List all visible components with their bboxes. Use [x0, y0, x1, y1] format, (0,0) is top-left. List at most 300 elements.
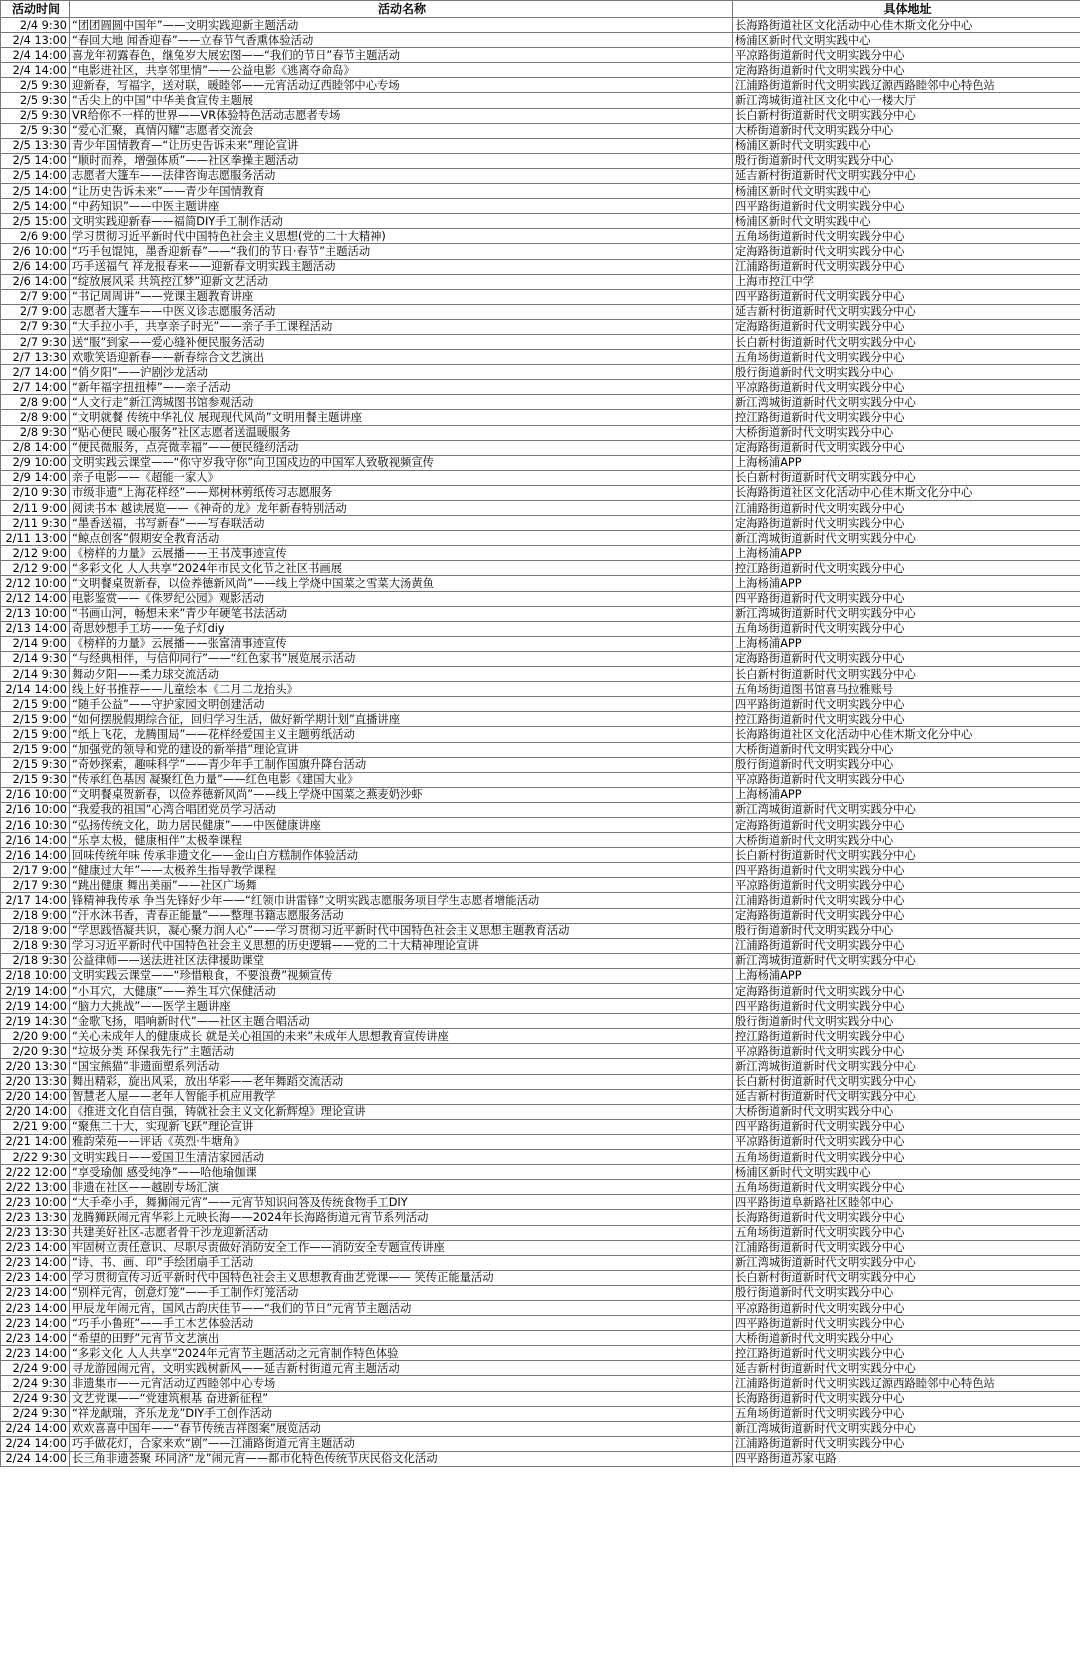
cell-activity-name: “我爱我的祖国”心湾合唱团党员学习活动 [70, 802, 733, 817]
table-row [1, 1119, 1080, 1134]
cell-address: 大桥街道新时代文明实践分中心 [733, 742, 1080, 757]
header-row [1, 1, 1080, 18]
cell-time: 2/6 9:00 [1, 229, 70, 244]
cell-address: 大桥街道新时代文明实践分中心 [733, 1104, 1080, 1119]
cell-time: 2/14 9:30 [1, 651, 70, 666]
cell-time: 2/8 9:00 [1, 410, 70, 425]
cell-activity-name: “希望的田野”元宵节文艺演出 [70, 1331, 733, 1346]
table-row [1, 999, 1080, 1014]
cell-activity-name: “多彩文化 人人共享”2024年市民文化节之社区书画展 [70, 561, 733, 576]
cell-time: 2/18 9:30 [1, 938, 70, 953]
cell-address: 长白新村街道新时代文明实践分中心 [733, 1270, 1080, 1285]
cell-time: 2/4 13:00 [1, 33, 70, 48]
cell-activity-name: 雅韵荣苑——评话《英烈·牛塘角》 [70, 1134, 733, 1149]
cell-time: 2/20 9:00 [1, 1029, 70, 1044]
cell-time: 2/5 14:00 [1, 168, 70, 183]
cell-address: 长海路街道新时代文明实践分中心 [733, 1210, 1080, 1225]
cell-address: 江浦路街道新时代文明实践辽源西路睦邻中心特色站 [733, 1376, 1080, 1391]
cell-address: 上海杨浦APP [733, 546, 1080, 561]
table-row [1, 893, 1080, 908]
cell-address: 延吉新村街道新时代文明实践分中心 [733, 1089, 1080, 1104]
table-row [1, 1044, 1080, 1059]
cell-activity-name: “聚焦二十大，实现新飞跃”理论宣讲 [70, 1119, 733, 1134]
table-row [1, 787, 1080, 802]
cell-time: 2/19 14:00 [1, 999, 70, 1014]
cell-time: 2/13 14:00 [1, 621, 70, 636]
table-row [1, 319, 1080, 334]
table-row [1, 334, 1080, 349]
cell-time: 2/8 14:00 [1, 440, 70, 455]
cell-activity-name: “墨香送福，书写新春”——写春联活动 [70, 516, 733, 531]
cell-time: 2/11 9:30 [1, 516, 70, 531]
cell-address: 控江路街道新时代文明实践分中心 [733, 712, 1080, 727]
table-row [1, 1376, 1080, 1391]
table-row [1, 1300, 1080, 1315]
table-row [1, 1104, 1080, 1119]
cell-address: 新江湾城街道新时代文明实践分中心 [733, 606, 1080, 621]
table-row [1, 485, 1080, 500]
cell-address: 四平路街道新时代文明实践分中心 [733, 199, 1080, 214]
table-row [1, 591, 1080, 606]
cell-activity-name: “弘扬传统文化，助力居民健康”——中医健康讲座 [70, 817, 733, 832]
cell-address: 五角场街道新时代文明实践分中心 [733, 1225, 1080, 1240]
cell-address: 上海市控江中学 [733, 274, 1080, 289]
cell-address: 长海路街道社区文化活动中心佳木斯文化分中心 [733, 18, 1080, 33]
table-row [1, 516, 1080, 531]
table-row [1, 636, 1080, 651]
cell-address: 新江湾城街道新时代文明实践分中心 [733, 1059, 1080, 1074]
cell-time: 2/7 9:30 [1, 319, 70, 334]
cell-address: 长海路街道新时代文明实践分中心 [733, 1391, 1080, 1406]
cell-activity-name: 巧手送福气 祥龙报春来——迎新春文明实践主题活动 [70, 259, 733, 274]
cell-activity-name: 寻龙游园闹元宵，文明实践树新风——延吉新村街道元宵主题活动 [70, 1361, 733, 1376]
cell-time: 2/16 10:00 [1, 787, 70, 802]
cell-time: 2/12 9:00 [1, 561, 70, 576]
cell-time: 2/23 13:30 [1, 1210, 70, 1225]
cell-address: 大桥街道新时代文明实践分中心 [733, 425, 1080, 440]
cell-address: 上海杨浦APP [733, 576, 1080, 591]
cell-time: 2/9 14:00 [1, 470, 70, 485]
cell-address: 五角场街道图书馆喜马拉雅账号 [733, 682, 1080, 697]
cell-address: 杨浦区新时代文明实践中心 [733, 184, 1080, 199]
cell-address: 定海路街道新时代文明实践分中心 [733, 440, 1080, 455]
table-row [1, 1029, 1080, 1044]
cell-address: 江浦路街道新时代文明实践辽源西路睦邻中心特色站 [733, 78, 1080, 93]
cell-address: 江浦路街道新时代文明实践分中心 [733, 501, 1080, 516]
cell-time: 2/5 9:30 [1, 123, 70, 138]
table-row [1, 395, 1080, 410]
table-row [1, 923, 1080, 938]
cell-time: 2/5 9:30 [1, 93, 70, 108]
table-row [1, 168, 1080, 183]
cell-activity-name: 线上好书推荐——儿童绘本《二月二龙抬头》 [70, 682, 733, 697]
table-row [1, 1240, 1080, 1255]
cell-activity-name: “爱心汇聚，真情闪耀”志愿者交流会 [70, 123, 733, 138]
cell-address: 杨浦区新时代文明实践中心 [733, 1165, 1080, 1180]
cell-address: 长白新村街道新时代文明实践分中心 [733, 667, 1080, 682]
cell-time: 2/11 13:00 [1, 531, 70, 546]
table-row [1, 697, 1080, 712]
cell-activity-name: “文明餐桌贺新春，以俭养德新风尚”——线上学烧中国菜之燕麦奶沙虾 [70, 787, 733, 802]
cell-activity-name: “文明就餐 传统中华礼仪 展现现代风尚”文明用餐主题讲座 [70, 410, 733, 425]
cell-address: 控江路街道新时代文明实践分中心 [733, 1346, 1080, 1361]
cell-address: 平凉路街道新时代文明实践分中心 [733, 380, 1080, 395]
table-row [1, 1255, 1080, 1270]
cell-time: 2/15 9:00 [1, 712, 70, 727]
cell-activity-name: 青少年国情教育—“让历史告诉未来”理论宣讲 [70, 138, 733, 153]
cell-time: 2/17 14:00 [1, 893, 70, 908]
cell-activity-name: “汗水沐书香，青春正能量”——整理书籍志愿服务活动 [70, 908, 733, 923]
cell-address: 五角场街道新时代文明实践分中心 [733, 350, 1080, 365]
cell-activity-name: 锋精神我传承 争当先锋好少年——“红领巾讲雷锋”文明实践志愿服务项目学生志愿者增能活动 [70, 893, 733, 908]
table-row [1, 1165, 1080, 1180]
cell-time: 2/20 14:00 [1, 1089, 70, 1104]
table-row [1, 833, 1080, 848]
cell-address: 四平路街道阜新路社区睦邻中心 [733, 1195, 1080, 1210]
cell-address: 长白新村街道新时代文明实践分中心 [733, 334, 1080, 349]
cell-time: 2/5 9:30 [1, 78, 70, 93]
table-row [1, 1391, 1080, 1406]
table-row [1, 18, 1080, 33]
cell-time: 2/23 14:00 [1, 1255, 70, 1270]
cell-address: 新江湾城街道新时代文明实践分中心 [733, 802, 1080, 817]
cell-activity-name: 长三角非遗荟聚 环同济“龙”闹元宵——都市化特色传统节庆民俗文化活动 [70, 1451, 733, 1466]
cell-time: 2/16 10:00 [1, 802, 70, 817]
cell-time: 2/7 9:30 [1, 334, 70, 349]
cell-time: 2/23 14:00 [1, 1331, 70, 1346]
cell-address: 四平路街道新时代文明实践分中心 [733, 591, 1080, 606]
cell-activity-name: “关心未成年人的健康成长 就是关心祖国的未来”未成年人思想教育宣传讲座 [70, 1029, 733, 1044]
cell-activity-name: “国宝熊猫”非遗面塑系列活动 [70, 1059, 733, 1074]
table-row [1, 108, 1080, 123]
cell-activity-name: “跳出健康 舞出美丽”——社区广场舞 [70, 878, 733, 893]
table-row [1, 229, 1080, 244]
cell-address: 延吉新村街道新时代文明实践分中心 [733, 168, 1080, 183]
cell-time: 2/24 9:30 [1, 1391, 70, 1406]
cell-time: 2/23 14:00 [1, 1300, 70, 1315]
cell-time: 2/15 9:00 [1, 742, 70, 757]
cell-time: 2/14 9:30 [1, 667, 70, 682]
cell-address: 新江湾城街道社区文化中心一楼大厅 [733, 93, 1080, 108]
cell-address: 江浦路街道新时代文明实践分中心 [733, 893, 1080, 908]
table-row [1, 606, 1080, 621]
cell-address: 杨浦区新时代文明实践中心 [733, 138, 1080, 153]
cell-address: 延吉新村街道新时代文明实践分中心 [733, 304, 1080, 319]
cell-activity-name: “巧手包馄饨，墨香迎新春”——“我们的节日·春节”主题活动 [70, 244, 733, 259]
cell-time: 2/24 9:30 [1, 1376, 70, 1391]
table-row [1, 199, 1080, 214]
cell-time: 2/5 14:00 [1, 199, 70, 214]
cell-time: 2/20 13:30 [1, 1074, 70, 1089]
table-row [1, 953, 1080, 968]
cell-activity-name: 志愿者大篷车——法律咨询志愿服务活动 [70, 168, 733, 183]
cell-activity-name: 龙腾狮跃闹元宵华彩上元映长海——2024年长海路街道元宵节系列活动 [70, 1210, 733, 1225]
cell-time: 2/19 14:00 [1, 984, 70, 999]
cell-activity-name: “书记周周讲”——党课主题教育讲座 [70, 289, 733, 304]
cell-activity-name: “祥龙献瑞，齐乐龙龙”DIY手工创作活动 [70, 1406, 733, 1421]
cell-activity-name: 文明实践迎新春——福简DIY手工制作活动 [70, 214, 733, 229]
cell-activity-name: “随手公益”——守护家园文明创建活动 [70, 697, 733, 712]
cell-activity-name: 志愿者大篷车——中医义诊志愿服务活动 [70, 304, 733, 319]
cell-activity-name: “大手拉小手，共享亲子时光”——亲子手工课程活动 [70, 319, 733, 334]
cell-address: 控江路街道新时代文明实践分中心 [733, 410, 1080, 425]
table-row [1, 455, 1080, 470]
cell-activity-name: “书画山河，畅想未来”青少年硬笔书法活动 [70, 606, 733, 621]
header-address: 具体地址 [733, 1, 1080, 18]
cell-address: 定海路街道新时代文明实践分中心 [733, 908, 1080, 923]
cell-activity-name: 奇思妙想手工坊——兔子灯diy [70, 621, 733, 636]
table-row [1, 546, 1080, 561]
cell-activity-name: 送“服”到家——爱心缝补便民服务活动 [70, 334, 733, 349]
table-row [1, 682, 1080, 697]
cell-time: 2/5 9:30 [1, 108, 70, 123]
table-row [1, 712, 1080, 727]
cell-activity-name: 学习贯彻宣传习近平新时代中国特色社会主义思想教育曲艺党课—— 笑传正能量活动 [70, 1270, 733, 1285]
cell-address: 平凉路街道新时代文明实践分中心 [733, 48, 1080, 63]
cell-address: 平凉路街道新时代文明实践分中心 [733, 878, 1080, 893]
cell-activity-name: “春回大地 闻香迎春”——立春节气香熏体验活动 [70, 33, 733, 48]
cell-activity-name: 甲辰龙年闹元宵，国风古韵庆佳节——“我们的节日”元宵节主题活动 [70, 1300, 733, 1315]
cell-activity-name: “便民微服务，点亮微幸福”——便民缝纫活动 [70, 440, 733, 455]
cell-time: 2/23 14:00 [1, 1285, 70, 1300]
cell-address: 定海路街道新时代文明实践分中心 [733, 651, 1080, 666]
cell-activity-name: 牢固树立责任意识、尽职尽责做好消防安全工作——消防安全专题宣传讲座 [70, 1240, 733, 1255]
header-activity-name: 活动名称 [70, 1, 733, 18]
cell-time: 2/18 10:00 [1, 968, 70, 983]
cell-activity-name: 文明实践云课堂——“你守岁我守你”向卫国戍边的中国军人致敬视频宣传 [70, 455, 733, 470]
table-row [1, 138, 1080, 153]
cell-activity-name: 共建美好社区-志愿者骨干沙龙迎新活动 [70, 1225, 733, 1240]
table-body [1, 18, 1080, 1467]
cell-address: 五角场街道新时代文明实践分中心 [733, 1180, 1080, 1195]
cell-address: 江浦路街道新时代文明实践分中心 [733, 1240, 1080, 1255]
cell-activity-name: “乐享太极，健康相伴”太极拳课程 [70, 833, 733, 848]
cell-activity-name: “与经典相伴，与信仰同行”——“红色家书”展览展示活动 [70, 651, 733, 666]
cell-time: 2/15 9:00 [1, 697, 70, 712]
cell-time: 2/14 9:00 [1, 636, 70, 651]
cell-activity-name: “巧手小鲁班”——手工木艺体验活动 [70, 1316, 733, 1331]
table-row [1, 667, 1080, 682]
cell-time: 2/5 14:00 [1, 153, 70, 168]
cell-time: 2/17 9:00 [1, 863, 70, 878]
cell-time: 2/8 9:00 [1, 395, 70, 410]
cell-activity-name: 非遗集市——元宵活动辽西睦邻中心专场 [70, 1376, 733, 1391]
cell-activity-name: “舌尖上的中国”中华美食宣传主题展 [70, 93, 733, 108]
cell-address: 五角场街道新时代文明实践分中心 [733, 1406, 1080, 1421]
cell-activity-name: 欢欢喜喜中国年——“春节传统吉祥图案”展览活动 [70, 1421, 733, 1436]
table-row [1, 1074, 1080, 1089]
cell-address: 定海路街道新时代文明实践分中心 [733, 63, 1080, 78]
cell-address: 平凉路街道新时代文明实践分中心 [733, 1134, 1080, 1149]
header-time: 活动时间 [1, 1, 70, 18]
cell-address: 江浦路街道新时代文明实践分中心 [733, 1436, 1080, 1451]
cell-time: 2/12 10:00 [1, 576, 70, 591]
cell-activity-name: “多彩文化 人人共享”2024年元宵节主题活动之元宵制作特色体验 [70, 1346, 733, 1361]
cell-activity-name: 非遗在社区——越剧专场汇演 [70, 1180, 733, 1195]
table-row [1, 878, 1080, 893]
table-row [1, 214, 1080, 229]
table-row [1, 1285, 1080, 1300]
cell-address: 平凉路街道新时代文明实践分中心 [733, 772, 1080, 787]
cell-address: 新江湾城街道新时代文明实践分中心 [733, 531, 1080, 546]
cell-address: 四平路街道新时代文明实践分中心 [733, 697, 1080, 712]
table-row [1, 289, 1080, 304]
table-row [1, 1361, 1080, 1376]
cell-time: 2/9 10:00 [1, 455, 70, 470]
cell-activity-name: “贴心便民 暖心服务”社区志愿者送温暖服务 [70, 425, 733, 440]
table-row [1, 772, 1080, 787]
cell-address: 殷行街道新时代文明实践分中心 [733, 365, 1080, 380]
table-row [1, 1436, 1080, 1451]
cell-time: 2/20 13:30 [1, 1059, 70, 1074]
cell-address: 五角场街道新时代文明实践分中心 [733, 229, 1080, 244]
cell-address: 殷行街道新时代文明实践分中心 [733, 757, 1080, 772]
cell-address: 控江路街道新时代文明实践分中心 [733, 1029, 1080, 1044]
cell-time: 2/14 14:00 [1, 682, 70, 697]
cell-address: 大桥街道新时代文明实践分中心 [733, 833, 1080, 848]
cell-address: 新江湾城街道新时代文明实践分中心 [733, 395, 1080, 410]
cell-activity-name: 电影鉴赏——《侏罗纪公园》观影活动 [70, 591, 733, 606]
cell-activity-name: 舞出精彩，旋出风采，放出华彩——老年舞蹈交流活动 [70, 1074, 733, 1089]
cell-time: 2/19 14:30 [1, 1014, 70, 1029]
cell-address: 大桥街道新时代文明实践分中心 [733, 123, 1080, 138]
cell-time: 2/8 9:30 [1, 425, 70, 440]
table-row [1, 757, 1080, 772]
cell-activity-name: 《榜样的力量》云展播——王书茂事迹宣传 [70, 546, 733, 561]
cell-activity-name: “新年福字扭扭棒”——亲子活动 [70, 380, 733, 395]
cell-activity-name: “小耳穴，大健康”——养生耳穴保健活动 [70, 984, 733, 999]
cell-address: 四平路街道新时代文明实践分中心 [733, 1316, 1080, 1331]
cell-address: 上海杨浦APP [733, 787, 1080, 802]
table-row [1, 531, 1080, 546]
cell-address: 殷行街道新时代文明实践分中心 [733, 923, 1080, 938]
cell-activity-name: “中药知识”——中医主题讲座 [70, 199, 733, 214]
cell-time: 2/18 9:00 [1, 908, 70, 923]
cell-time: 2/7 9:00 [1, 289, 70, 304]
table-row [1, 1014, 1080, 1029]
cell-activity-name: “健康过大年”——太极养生指导教学课程 [70, 863, 733, 878]
table-row [1, 274, 1080, 289]
cell-address: 五角场街道新时代文明实践分中心 [733, 621, 1080, 636]
table-row [1, 1089, 1080, 1104]
table-row [1, 440, 1080, 455]
cell-time: 2/24 14:00 [1, 1451, 70, 1466]
cell-address: 长白新村街道新时代文明实践分中心 [733, 1074, 1080, 1089]
table-row [1, 651, 1080, 666]
cell-time: 2/7 14:00 [1, 380, 70, 395]
cell-time: 2/4 14:00 [1, 63, 70, 78]
cell-address: 延吉新村街道新时代文明实践分中心 [733, 1361, 1080, 1376]
cell-activity-name: 亲子电影——《超能一家人》 [70, 470, 733, 485]
cell-address: 长白新村街道新时代文明实践分中心 [733, 848, 1080, 863]
cell-activity-name: “团团圆圆中国年”——文明实践迎新主题活动 [70, 18, 733, 33]
cell-time: 2/4 9:30 [1, 18, 70, 33]
cell-time: 2/21 14:00 [1, 1134, 70, 1149]
cell-time: 2/4 14:00 [1, 48, 70, 63]
cell-time: 2/17 9:30 [1, 878, 70, 893]
cell-address: 上海杨浦APP [733, 968, 1080, 983]
table-row [1, 1451, 1080, 1466]
cell-activity-name: 文明实践云课堂——“珍惜粮食，不要浪费”视频宣传 [70, 968, 733, 983]
cell-time: 2/24 14:00 [1, 1436, 70, 1451]
cell-time: 2/24 14:00 [1, 1421, 70, 1436]
table-row [1, 380, 1080, 395]
table-row [1, 1195, 1080, 1210]
table-row [1, 863, 1080, 878]
table-row [1, 1134, 1080, 1149]
cell-activity-name: 学习习近平新时代中国特色社会主义思想的历史逻辑——党的二十大精神理论宣讲 [70, 938, 733, 953]
table-row [1, 1059, 1080, 1074]
cell-activity-name: “让历史告诉未来”——青少年国情教育 [70, 184, 733, 199]
table-row [1, 576, 1080, 591]
cell-activity-name: “享受瑜伽 感受纯净”——哈他瑜伽课 [70, 1165, 733, 1180]
cell-activity-name: 文明实践日——爱国卫生清洁家园活动 [70, 1150, 733, 1165]
cell-time: 2/16 10:30 [1, 817, 70, 832]
cell-time: 2/10 9:30 [1, 485, 70, 500]
cell-activity-name: 智慧老人屋——老年人智能手机应用教学 [70, 1089, 733, 1104]
cell-activity-name: “别样元宵，创意灯笼”——手工制作灯笼活动 [70, 1285, 733, 1300]
table-row [1, 63, 1080, 78]
cell-time: 2/16 14:00 [1, 848, 70, 863]
table-row [1, 304, 1080, 319]
cell-address: 殷行街道新时代文明实践分中心 [733, 1014, 1080, 1029]
table-row [1, 365, 1080, 380]
cell-time: 2/12 14:00 [1, 591, 70, 606]
cell-activity-name: 《榜样的力量》云展播——张富清事迹宣传 [70, 636, 733, 651]
cell-address: 平凉路街道新时代文明实践分中心 [733, 1044, 1080, 1059]
table-row [1, 1406, 1080, 1421]
cell-time: 2/22 13:00 [1, 1180, 70, 1195]
cell-address: 上海杨浦APP [733, 636, 1080, 651]
table-row [1, 1150, 1080, 1165]
cell-activity-name: 学习贯彻习近平新时代中国特色社会主义思想(党的二十大精神) [70, 229, 733, 244]
cell-activity-name: 市级非遗“上海花样经”——郑树林剪纸传习志愿服务 [70, 485, 733, 500]
cell-time: 2/23 13:30 [1, 1225, 70, 1240]
cell-time: 2/5 13:30 [1, 138, 70, 153]
table-row [1, 78, 1080, 93]
table-row [1, 938, 1080, 953]
cell-time: 2/23 14:00 [1, 1240, 70, 1255]
table-row [1, 123, 1080, 138]
table-row [1, 1346, 1080, 1361]
cell-time: 2/22 9:30 [1, 1150, 70, 1165]
table-row [1, 848, 1080, 863]
table-row [1, 984, 1080, 999]
table-row [1, 968, 1080, 983]
cell-activity-name: “脑力大挑战”——医学主题讲座 [70, 999, 733, 1014]
cell-activity-name: “诗、书、画、印”手绘团扇手工活动 [70, 1255, 733, 1270]
cell-activity-name: 阅读书本 越读展览——《神奇的龙》龙年新春特别活动 [70, 501, 733, 516]
cell-activity-name: 《推进文化自信自强，铸就社会主义文化新辉煌》理论宣讲 [70, 1104, 733, 1119]
cell-address: 新江湾城街道新时代文明实践分中心 [733, 953, 1080, 968]
cell-address: 定海路街道新时代文明实践分中心 [733, 516, 1080, 531]
table-row [1, 561, 1080, 576]
cell-activity-name: “大手牵小手，舞狮闹元宵”——元宵节知识问答及传统食物手工DIY [70, 1195, 733, 1210]
cell-activity-name: “电影进社区，共享邻里情”——公益电影《逃离夺命岛》 [70, 63, 733, 78]
cell-address: 四平路街道新时代文明实践分中心 [733, 1119, 1080, 1134]
cell-address: 长白新村街道新时代文明实践分中心 [733, 108, 1080, 123]
cell-time: 2/12 9:00 [1, 546, 70, 561]
cell-address: 新江湾城街道新时代文明实践分中心 [733, 1421, 1080, 1436]
cell-activity-name: “传承红色基因 凝聚红色力量”——红色电影《建国大业》 [70, 772, 733, 787]
cell-address: 殷行街道新时代文明实践分中心 [733, 1285, 1080, 1300]
cell-time: 2/15 9:30 [1, 757, 70, 772]
cell-address: 杨浦区新时代文明实践中心 [733, 214, 1080, 229]
cell-time: 2/6 14:00 [1, 259, 70, 274]
cell-activity-name: “加强党的领导和党的建设的新举措”理论宣讲 [70, 742, 733, 757]
cell-time: 2/18 9:00 [1, 923, 70, 938]
cell-address: 长海路街道社区文化活动中心佳木斯文化分中心 [733, 727, 1080, 742]
